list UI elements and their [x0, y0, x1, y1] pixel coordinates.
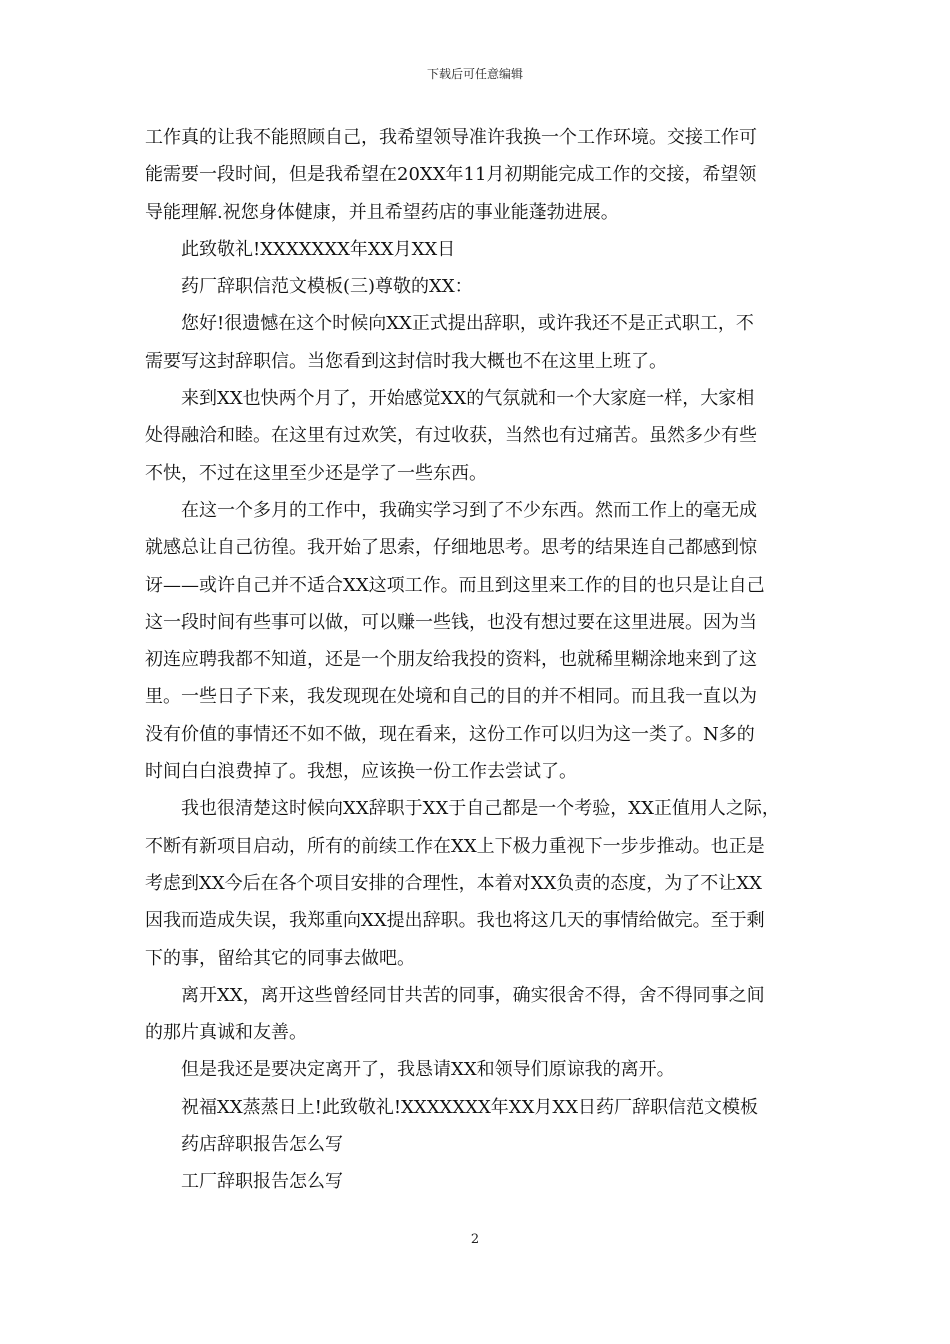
text-line: 下的事，留给其它的同事去做吧。 [145, 947, 415, 969]
text-line: 祝福XX蒸蒸日上!此致敬礼!XXXXXXX年XX月XX日药厂辞职信范文模板 [181, 1096, 759, 1118]
text-line: 考虑到XX今后在各个项目安排的合理性，本着对XX负责的态度，为了不让XX [145, 872, 762, 894]
text-line: 初连应聘我都不知道，还是一个朋友给我投的资料，也就稀里糊涂地来到了这 [145, 649, 757, 671]
text-line: 不快，不过在这里至少还是学了一些东西。 [145, 462, 487, 484]
text-line: 里。一些日子下来，我发现现在处境和自己的目的并不相同。而且我一直以为 [145, 686, 757, 708]
text-line: 离开XX，离开这些曾经同甘共苦的同事，确实很舍不得，舍不得同事之间 [181, 984, 765, 1006]
page-number: 2 [470, 1232, 480, 1247]
text-line: 我也很清楚这时候向XX辞职于XX于自己都是一个考验，XX正值用人之际， [181, 798, 780, 820]
text-line: 在这一个多月的工作中，我确实学习到了不少东西。然而工作上的毫无成 [181, 499, 757, 521]
document-body [145, 119, 810, 1201]
text-line: 能需要一段时间，但是我希望在20XX年11月初期能完成工作的交接，希望领 [145, 164, 757, 186]
text-line: 工厂辞职报告怎么写 [181, 1171, 343, 1193]
page-header: 下载后可任意编辑 [426, 67, 523, 81]
text-line: 就感总让自己彷徨。我开始了思索，仔细地思考。思考的结果连自己都感到惊 [145, 537, 757, 559]
text-line: 此致敬礼!XXXXXXX年XX月XX日 [181, 238, 456, 260]
text-line: 处得融洽和睦。在这里有过欢笑，有过收获，当然也有过痛苦。虽然多少有些 [145, 425, 757, 447]
text-line: 因我而造成失误，我郑重向XX提出辞职。我也将这几天的事情给做完。至于剩 [145, 910, 765, 932]
text-line: 药厂辞职信范文模板(三)尊敬的XX： [181, 276, 473, 298]
text-line: 讶——或许自己并不适合XX这项工作。而且到这里来工作的目的也只是让自己 [145, 574, 765, 596]
text-line: 药店辞职报告怎么写 [181, 1134, 343, 1156]
text-line: 这一段时间有些事可以做，可以赚一些钱，也没有想过要在这里进展。因为当 [145, 611, 757, 633]
text-line: 工作真的让我不能照顾自己，我希望领导准许我换一个工作环境。交接工作可 [145, 127, 757, 148]
text-line: 您好!很遗憾在这个时候向XX正式提出辞职，或许我还不是正式职工，不 [181, 313, 754, 335]
text-line: 需要写这封辞职信。当您看到这封信时我大概也不在这里上班了。 [145, 350, 667, 372]
text-line: 没有价值的事情还不如不做，现在看来，这份工作可以归为这一类了。N多的 [145, 723, 755, 745]
text-line: 时间白白浪费掉了。我想，应该换一份工作去尝试了。 [145, 761, 577, 783]
text-line: 不断有新项目启动，所有的前续工作在XX上下极力重视下一步步推动。也正是 [145, 835, 765, 857]
text-line: 导能理解.祝您身体健康，并且希望药店的事业能蓬勃进展。 [145, 201, 619, 223]
text-line: 的那片真诚和友善。 [145, 1022, 307, 1044]
text-line: 来到XX也快两个月了，开始感觉XX的气氛就和一个大家庭一样，大家相 [181, 388, 755, 410]
text-line: 但是我还是要决定离开了，我恳请XX和领导们原谅我的离开。 [181, 1059, 675, 1081]
